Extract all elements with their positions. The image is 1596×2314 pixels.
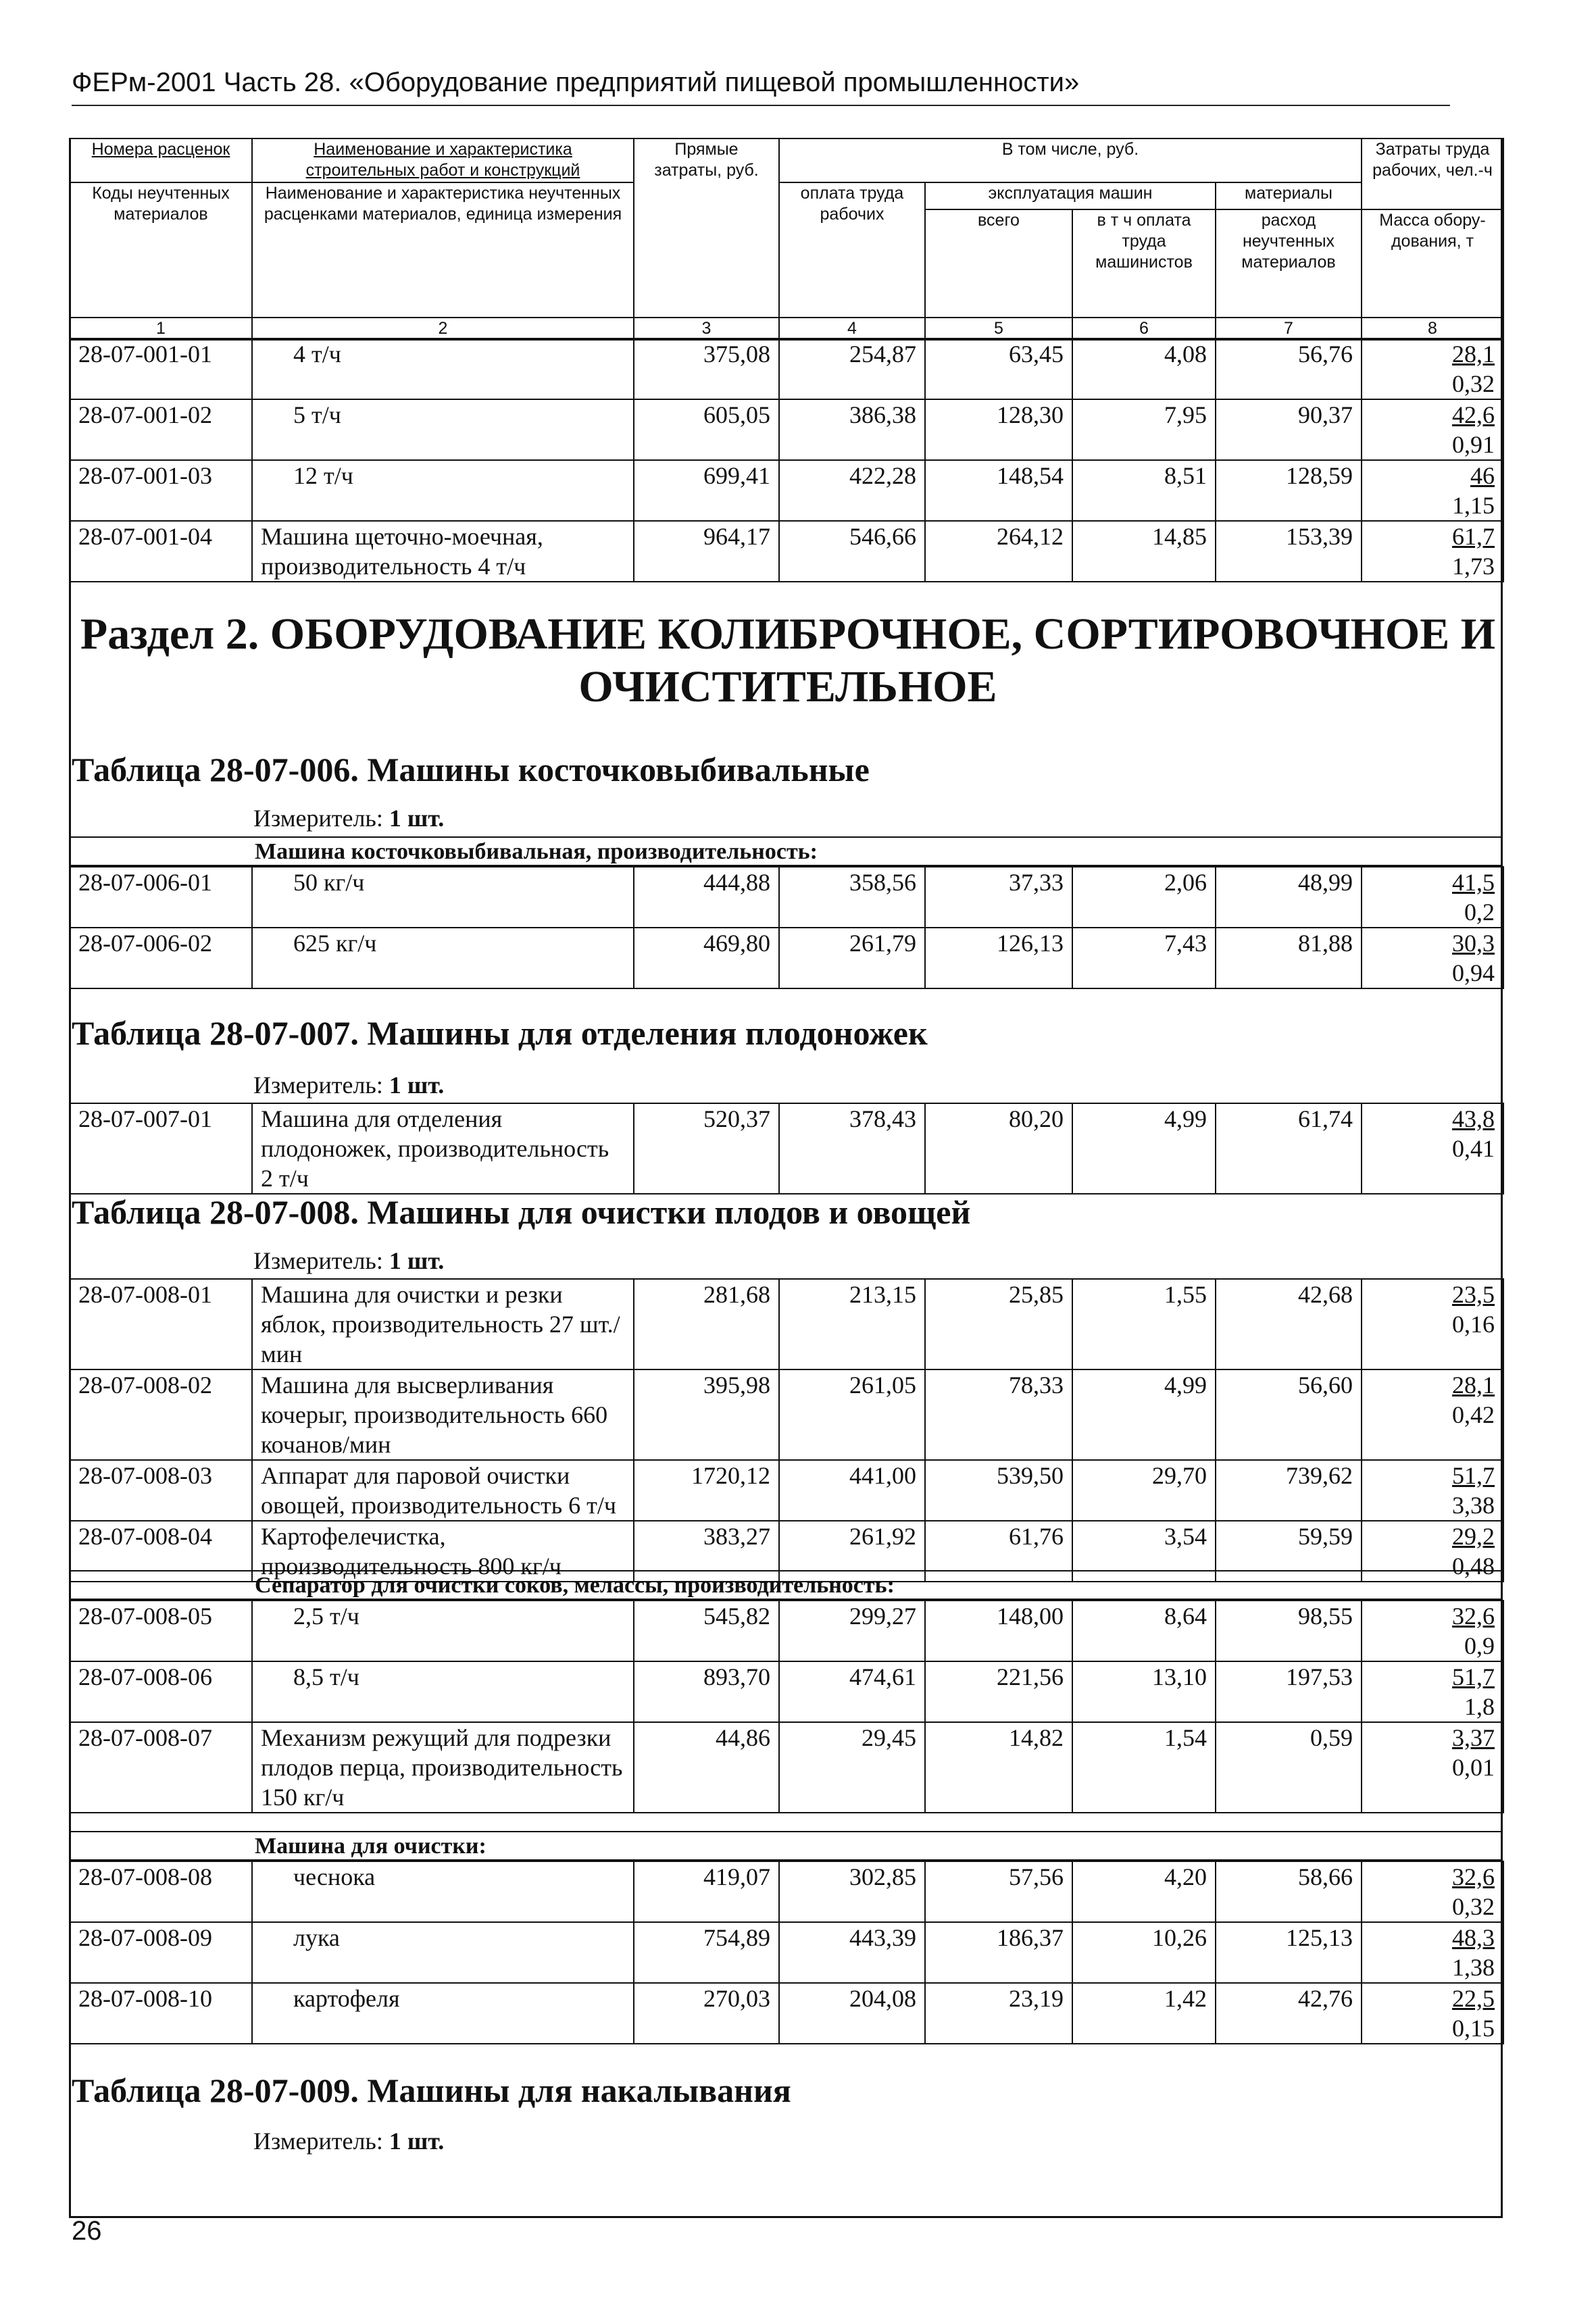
row-labor: 43,8 (1452, 1105, 1495, 1132)
col-num: 3 (634, 318, 779, 340)
table-row (70, 928, 1503, 988)
header-kody: Коды неучтенных материалов (70, 182, 252, 318)
row-name: Аппарат для паровой очистки овощей, производительность 6 т/ч (252, 1460, 634, 1521)
header-naim2: Наименование и характеристика неучтенных расценками материалов, единица измерения (252, 182, 634, 318)
col-num: 1 (70, 318, 252, 340)
row-code: 28-07-001-03 (70, 460, 252, 521)
row-machinist-pay: 7,95 (1072, 399, 1216, 460)
row-materials: 48,99 (1216, 867, 1362, 928)
row-materials: 42,68 (1216, 1279, 1362, 1369)
row-machine-total: 126,13 (925, 928, 1072, 988)
row-machine-total: 37,33 (925, 867, 1072, 928)
row-worker-pay: 386,38 (779, 399, 925, 460)
row-machine-total: 14,82 (925, 1722, 1072, 1813)
unit-006: Измеритель: 1 шт. (253, 805, 445, 832)
row-labor-mass (1362, 1722, 1503, 1813)
row-machinist-pay: 1,55 (1072, 1279, 1216, 1369)
row-labor-mass (1362, 460, 1503, 521)
table-row (70, 1601, 1503, 1661)
row-name: лука (252, 1922, 634, 1983)
row-labor: 32,6 (1452, 1603, 1495, 1630)
col-num: 8 (1362, 318, 1503, 340)
row-labor-mass (1362, 1103, 1503, 1194)
row-labor: 51,7 (1452, 1663, 1495, 1690)
row-mass: 1,38 (1452, 1954, 1495, 1981)
row-mass: 0,01 (1452, 1754, 1495, 1781)
row-mass: 0,41 (1452, 1135, 1495, 1162)
row-direct-cost: 383,27 (634, 1521, 779, 1582)
row-labor-mass (1362, 521, 1503, 582)
row-materials: 56,76 (1216, 338, 1362, 399)
row-machine-total: 61,76 (925, 1521, 1072, 1582)
row-materials: 56,60 (1216, 1369, 1362, 1460)
row-name: Машина для высверливания кочерыг, производительность 660 кочанов/мин (252, 1369, 634, 1460)
table-row (70, 1369, 1503, 1460)
table-title-007: Таблица 28-07-007. Машины для отделения плодоножек (72, 1014, 928, 1052)
row-labor-mass (1362, 867, 1503, 928)
row-name: 625 кг/ч (252, 928, 634, 988)
group-row-008-b: Сепаратор для очистки соков, мелассы, производительность: (69, 1570, 1503, 1600)
row-labor-mass (1362, 1601, 1503, 1661)
row-labor: 61,7 (1452, 523, 1495, 550)
row-labor-mass (1362, 1460, 1503, 1521)
row-worker-pay: 441,00 (779, 1460, 925, 1521)
row-mass: 0,2 (1464, 899, 1495, 926)
header-pryamye: Прямые затраты, руб. (634, 139, 779, 318)
row-direct-cost: 893,70 (634, 1661, 779, 1722)
header-ekspl: эксплуатация машин (925, 182, 1216, 209)
row-materials: 197,53 (1216, 1661, 1362, 1722)
unit-009: Измеритель: 1 шт. (253, 2128, 445, 2155)
row-code: 28-07-008-03 (70, 1460, 252, 1521)
row-direct-cost: 1720,12 (634, 1460, 779, 1521)
row-name: Машина щеточно-моечная, производительность 4 т/ч (252, 521, 634, 582)
row-labor: 28,1 (1452, 1372, 1495, 1399)
col-num: 2 (252, 318, 634, 340)
group-row-006: Машина косточковыбивальная, производительность: (69, 836, 1503, 866)
row-machine-total: 221,56 (925, 1661, 1072, 1722)
row-materials: 739,62 (1216, 1460, 1362, 1521)
row-labor-mass (1362, 1922, 1503, 1983)
table-row (70, 1983, 1503, 2044)
row-machinist-pay: 7,43 (1072, 928, 1216, 988)
row-name: Механизм режущий для подрезки плодов перца, производительность 150 кг/ч (252, 1722, 634, 1813)
row-machinist-pay: 10,26 (1072, 1922, 1216, 1983)
header-oplata: оплата труда рабочих (779, 182, 925, 318)
row-labor: 30,3 (1452, 930, 1495, 957)
row-machine-total: 78,33 (925, 1369, 1072, 1460)
row-mass: 0,42 (1452, 1401, 1495, 1428)
header-rashod: расход неучтенных материалов (1216, 209, 1362, 318)
table-title-009: Таблица 28-07-009. Машины для накалывания (72, 2071, 791, 2109)
row-labor: 46 (1470, 462, 1495, 489)
rows-top (69, 338, 1504, 582)
unit-007: Измеритель: 1 шт. (253, 1072, 445, 1099)
header-nomera: Номера расценок (70, 139, 252, 182)
row-worker-pay: 474,61 (779, 1661, 925, 1722)
table-row (70, 867, 1503, 928)
row-labor-mass (1362, 1279, 1503, 1369)
row-machinist-pay: 4,20 (1072, 1861, 1216, 1922)
row-mass: 0,9 (1464, 1632, 1495, 1659)
page-header: ФЕРм-2001 Часть 28. «Оборудование предприятий пищевой промышленности» (72, 68, 1450, 106)
row-worker-pay: 29,45 (779, 1722, 925, 1813)
row-name: Картофелечистка, производительность 800 кг/ч (252, 1521, 634, 1582)
row-worker-pay: 261,79 (779, 928, 925, 988)
unit-008: Измеритель: 1 шт. (253, 1247, 445, 1274)
row-mass: 0,48 (1452, 1553, 1495, 1580)
row-labor-mass (1362, 1861, 1503, 1922)
row-name: 8,5 т/ч (252, 1661, 634, 1722)
group-row-008-c: Машина для очистки: (69, 1831, 1503, 1861)
row-labor: 48,3 (1452, 1924, 1495, 1951)
row-machinist-pay: 4,08 (1072, 338, 1216, 399)
row-machinist-pay: 4,99 (1072, 1103, 1216, 1194)
col-num: 5 (925, 318, 1072, 340)
row-machine-total: 186,37 (925, 1922, 1072, 1983)
row-direct-cost: 699,41 (634, 460, 779, 521)
row-name: Машина для очистки и резки яблок, производительность 27 шт./мин (252, 1279, 634, 1369)
row-machinist-pay: 1,54 (1072, 1722, 1216, 1813)
row-name: картофеля (252, 1983, 634, 2044)
header-vsego: всего (925, 209, 1072, 318)
row-direct-cost: 419,07 (634, 1861, 779, 1922)
row-machine-total: 57,56 (925, 1861, 1072, 1922)
row-code: 28-07-008-04 (70, 1521, 252, 1582)
row-labor-mass (1362, 338, 1503, 399)
row-name: 4 т/ч (252, 338, 634, 399)
row-name: 50 кг/ч (252, 867, 634, 928)
table-row (70, 1861, 1503, 1922)
row-code: 28-07-001-04 (70, 521, 252, 582)
row-worker-pay: 204,08 (779, 1983, 925, 2044)
row-labor: 51,7 (1452, 1462, 1495, 1489)
rows-008-a (69, 1278, 1504, 1582)
row-code: 28-07-007-01 (70, 1103, 252, 1194)
row-mass: 0,32 (1452, 370, 1495, 397)
table-row (70, 1661, 1503, 1722)
row-mass: 3,38 (1452, 1492, 1495, 1519)
row-materials: 42,76 (1216, 1983, 1362, 2044)
row-direct-cost: 44,86 (634, 1722, 779, 1813)
row-mass: 0,94 (1452, 959, 1495, 986)
header-naim1: Наименование и характеристика строительных работ и конструкций (252, 139, 634, 182)
table-title-008: Таблица 28-07-008. Машины для очистки плодов и овощей (72, 1193, 971, 1231)
row-machine-total: 148,54 (925, 460, 1072, 521)
row-materials: 98,55 (1216, 1601, 1362, 1661)
row-worker-pay: 422,28 (779, 460, 925, 521)
row-labor-mass (1362, 1983, 1503, 2044)
row-code: 28-07-008-06 (70, 1661, 252, 1722)
row-direct-cost: 605,05 (634, 399, 779, 460)
row-machine-total: 63,45 (925, 338, 1072, 399)
row-code: 28-07-006-02 (70, 928, 252, 988)
row-materials: 125,13 (1216, 1922, 1362, 1983)
column-header (69, 138, 1504, 341)
row-direct-cost: 281,68 (634, 1279, 779, 1369)
row-worker-pay: 261,05 (779, 1369, 925, 1460)
rows-008-c (69, 1861, 1504, 2044)
row-materials: 90,37 (1216, 399, 1362, 460)
row-labor-mass (1362, 928, 1503, 988)
row-machinist-pay: 3,54 (1072, 1521, 1216, 1582)
row-mass: 1,8 (1464, 1693, 1495, 1720)
row-machine-total: 264,12 (925, 521, 1072, 582)
row-name: чеснока (252, 1861, 634, 1922)
row-machinist-pay: 8,64 (1072, 1601, 1216, 1661)
row-mass: 0,91 (1452, 431, 1495, 458)
row-mass: 1,73 (1452, 553, 1495, 580)
row-code: 28-07-008-01 (70, 1279, 252, 1369)
row-name: 2,5 т/ч (252, 1601, 634, 1661)
row-worker-pay: 261,92 (779, 1521, 925, 1582)
row-name: Машина для отделения плодоножек, производительность 2 т/ч (252, 1103, 634, 1194)
row-direct-cost: 469,80 (634, 928, 779, 988)
row-machine-total: 128,30 (925, 399, 1072, 460)
table-row (70, 1460, 1503, 1521)
row-code: 28-07-001-01 (70, 338, 252, 399)
row-materials: 0,59 (1216, 1722, 1362, 1813)
row-labor: 22,5 (1452, 1985, 1495, 2012)
row-worker-pay: 254,87 (779, 338, 925, 399)
row-direct-cost: 444,88 (634, 867, 779, 928)
row-code: 28-07-006-01 (70, 867, 252, 928)
header-materialy: материалы (1216, 182, 1362, 209)
rows-006 (69, 866, 1504, 989)
table-row (70, 1103, 1503, 1194)
row-labor: 42,6 (1452, 401, 1495, 428)
header-vtch: в т ч оплата труда машинистов (1072, 209, 1216, 318)
row-worker-pay: 302,85 (779, 1861, 925, 1922)
row-machine-total: 25,85 (925, 1279, 1072, 1369)
row-code: 28-07-008-08 (70, 1861, 252, 1922)
row-code: 28-07-008-07 (70, 1722, 252, 1813)
row-labor: 28,1 (1452, 341, 1495, 368)
row-labor: 32,6 (1452, 1863, 1495, 1890)
table-row (70, 338, 1503, 399)
row-worker-pay: 443,39 (779, 1922, 925, 1983)
header-zatraty: Затраты труда рабочих, чел.-ч (1362, 139, 1503, 209)
row-labor-mass (1362, 399, 1503, 460)
row-labor-mass (1362, 1661, 1503, 1722)
row-worker-pay: 213,15 (779, 1279, 925, 1369)
row-worker-pay: 546,66 (779, 521, 925, 582)
table-row (70, 460, 1503, 521)
header-vtom: В том числе, руб. (779, 139, 1362, 182)
row-materials: 61,74 (1216, 1103, 1362, 1194)
header-massa: Масса обору-дования, т (1362, 209, 1503, 318)
row-direct-cost: 395,98 (634, 1369, 779, 1460)
rows-008-b (69, 1600, 1504, 1813)
row-labor-mass (1362, 1369, 1503, 1460)
row-materials: 128,59 (1216, 460, 1362, 521)
row-direct-cost: 270,03 (634, 1983, 779, 2044)
row-materials: 58,66 (1216, 1861, 1362, 1922)
row-machinist-pay: 8,51 (1072, 460, 1216, 521)
row-mass: 1,15 (1452, 492, 1495, 519)
row-labor: 41,5 (1452, 869, 1495, 896)
row-machinist-pay: 4,99 (1072, 1369, 1216, 1460)
row-code: 28-07-001-02 (70, 399, 252, 460)
row-code: 28-07-008-02 (70, 1369, 252, 1460)
row-labor: 3,37 (1452, 1724, 1495, 1751)
row-machine-total: 80,20 (925, 1103, 1072, 1194)
row-direct-cost: 754,89 (634, 1922, 779, 1983)
table-row (70, 1279, 1503, 1369)
col-num: 7 (1216, 318, 1362, 340)
rows-007 (69, 1103, 1504, 1194)
row-direct-cost: 545,82 (634, 1601, 779, 1661)
row-materials: 153,39 (1216, 521, 1362, 582)
row-materials: 59,59 (1216, 1521, 1362, 1582)
row-name: 12 т/ч (252, 460, 634, 521)
row-labor: 29,2 (1452, 1523, 1495, 1550)
row-direct-cost: 375,08 (634, 338, 779, 399)
table-title-006: Таблица 28-07-006. Машины косточковыбивальные (72, 751, 870, 788)
row-code: 28-07-008-05 (70, 1601, 252, 1661)
table-row (70, 1722, 1503, 1813)
row-direct-cost: 520,37 (634, 1103, 779, 1194)
row-labor: 23,5 (1452, 1281, 1495, 1308)
row-machine-total: 23,19 (925, 1983, 1072, 2044)
row-worker-pay: 299,27 (779, 1601, 925, 1661)
row-code: 28-07-008-09 (70, 1922, 252, 1983)
row-worker-pay: 378,43 (779, 1103, 925, 1194)
row-worker-pay: 358,56 (779, 867, 925, 928)
row-machinist-pay: 1,42 (1072, 1983, 1216, 2044)
row-mass: 0,15 (1452, 2015, 1495, 2042)
row-machine-total: 148,00 (925, 1601, 1072, 1661)
row-machine-total: 539,50 (925, 1460, 1072, 1521)
col-num: 4 (779, 318, 925, 340)
table-row (70, 1922, 1503, 1983)
row-machinist-pay: 13,10 (1072, 1661, 1216, 1722)
row-mass: 0,16 (1452, 1311, 1495, 1338)
row-mass: 0,32 (1452, 1893, 1495, 1920)
table-row (70, 521, 1503, 582)
page-number: 26 (72, 2216, 102, 2246)
row-materials: 81,88 (1216, 928, 1362, 988)
section-title: Раздел 2. ОБОРУДОВАНИЕ КОЛИБРОЧНОЕ, СОРТИРОВОЧНОЕ И ОЧИСТИТЕЛЬНОЕ (80, 609, 1496, 711)
row-machinist-pay: 14,85 (1072, 521, 1216, 582)
row-direct-cost: 964,17 (634, 521, 779, 582)
col-num: 6 (1072, 318, 1216, 340)
row-machinist-pay: 29,70 (1072, 1460, 1216, 1521)
row-name: 5 т/ч (252, 399, 634, 460)
row-machinist-pay: 2,06 (1072, 867, 1216, 928)
table-row (70, 399, 1503, 460)
row-code: 28-07-008-10 (70, 1983, 252, 2044)
